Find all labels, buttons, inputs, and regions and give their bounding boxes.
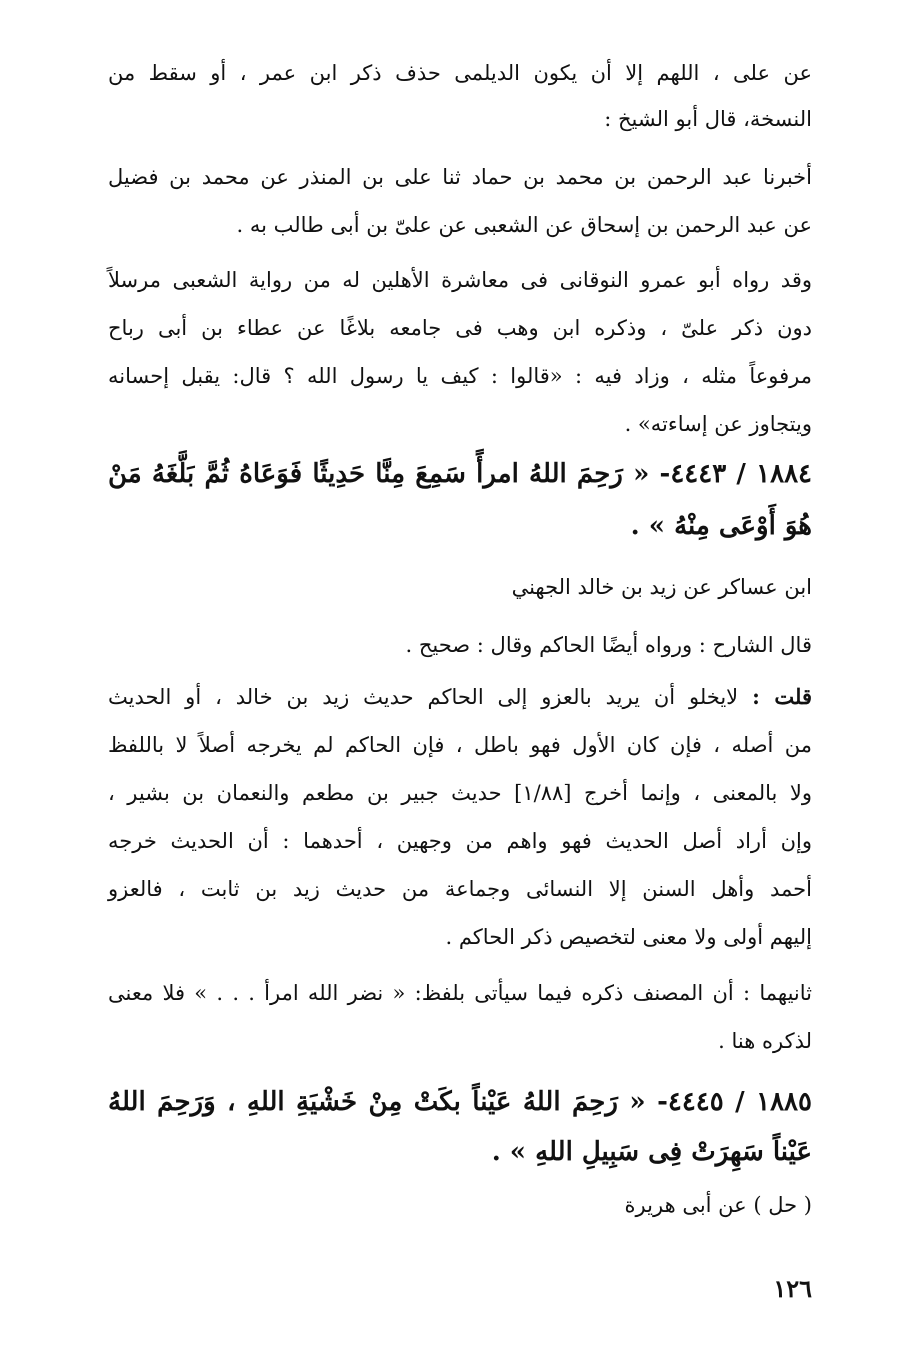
qultu-label: قلت : xyxy=(752,684,812,709)
hadith-1885-line-1: ١٨٨٥ / ٤٤٤٥- « رَحِمَ اللهُ عَيْناً بكَتْ مِنْ خَشْيَةِ اللهِ ، وَرَحِمَ اللهُ xyxy=(108,1087,812,1117)
paragraph-4-line-1: قال الشارح : ورواه أيضًا الحاكم وقال : صحيح . xyxy=(405,633,812,657)
hadith-1884-source: ابن عساكر عن زيد بن خالد الجهني xyxy=(511,575,812,599)
paragraph-1-line-2: النسخة، قال أبو الشيخ : xyxy=(604,107,812,131)
paragraph-3-line-1: وقد رواه أبو عمرو النوقانى فى معاشرة الأهلين له من رواية الشعبى مرسلاً xyxy=(108,268,812,292)
hadith-1885-line-2: عَيْناً سَهِرَتْ فِى سَبِيلِ اللهِ » . xyxy=(491,1137,812,1167)
hadith-1884-line-1: ١٨٨٤ / ٤٤٤٣- « رَحِمَ اللهُ امرأً سَمِعَ مِنَّا حَدِيثًا فَوَعَاهُ ثُمَّ بَلَّغَهُ مَنْ xyxy=(108,459,812,489)
paragraph-1-line-1: عن على ، اللهم إلا أن يكون الديلمى حذف ذكر ابن عمر ، أو سقط من xyxy=(108,61,812,85)
hadith-1885-source: ( حل ) عن أبى هريرة xyxy=(624,1193,812,1217)
paragraph-3-line-4: ويتجاوز عن إساءته» . xyxy=(624,412,812,436)
paragraph-5-line-6: إليهم أولى ولا معنى لتخصيص ذكر الحاكم . xyxy=(445,925,812,949)
paragraph-3-line-2: دون ذكر علىّ ، وذكره ابن وهب فى جامعه بلاغًا عن عطاء بن أبى رباح xyxy=(108,316,812,340)
paragraph-5-line-1-text: لايخلو أن يريد بالعزو إلى الحاكم حديث زيد بن خالد ، أو الحديث xyxy=(108,685,753,709)
paragraph-2-line-1: أخبرنا عبد الرحمن بن محمد بن حماد ثنا على بن المنذر عن محمد بن فضيل xyxy=(108,165,812,189)
paragraph-5-line-1 xyxy=(108,682,812,712)
paragraph-2-line-2: عن عبد الرحمن بن إسحاق عن الشعبى عن علىّ بن أبى طالب به . xyxy=(236,213,812,237)
paragraph-6-line-2: لذكره هنا . xyxy=(718,1029,812,1053)
paragraph-5-line-5: أحمد وأهل السنن إلا النسائى وجماعة من حديث زيد بن ثابت ، فالعزو xyxy=(108,877,812,901)
paragraph-5-line-2: من أصله ، فإن كان الأول فهو باطل ، فإن الحاكم لم يخرجه أصلاً لا باللفظ xyxy=(108,733,812,757)
paragraph-5-line-3: ولا بالمعنى ، وإنما أخرج [١/٨٨] حديث جبير بن مطعم والنعمان بن بشير ، xyxy=(108,781,812,805)
paragraph-5-line-4: وإن أراد أصل الحديث فهو واهم من وجهين ، أحدهما : أن الحديث خرجه xyxy=(108,829,812,853)
page-number: ١٢٦ xyxy=(773,1274,812,1303)
hadith-1884-line-2: هُوَ أَوْعَى مِنْهُ » . xyxy=(630,511,812,541)
paragraph-3-line-3: مرفوعاً مثله ، وزاد فيه : «قالوا : كيف يا رسول الله ؟ قال: يقبل إحسانه xyxy=(108,364,812,388)
paragraph-6-line-1: ثانيهما : أن المصنف ذكره فيما سيأتى بلفظ: « نضر الله امرأ . . . » فلا معنى xyxy=(108,981,812,1005)
